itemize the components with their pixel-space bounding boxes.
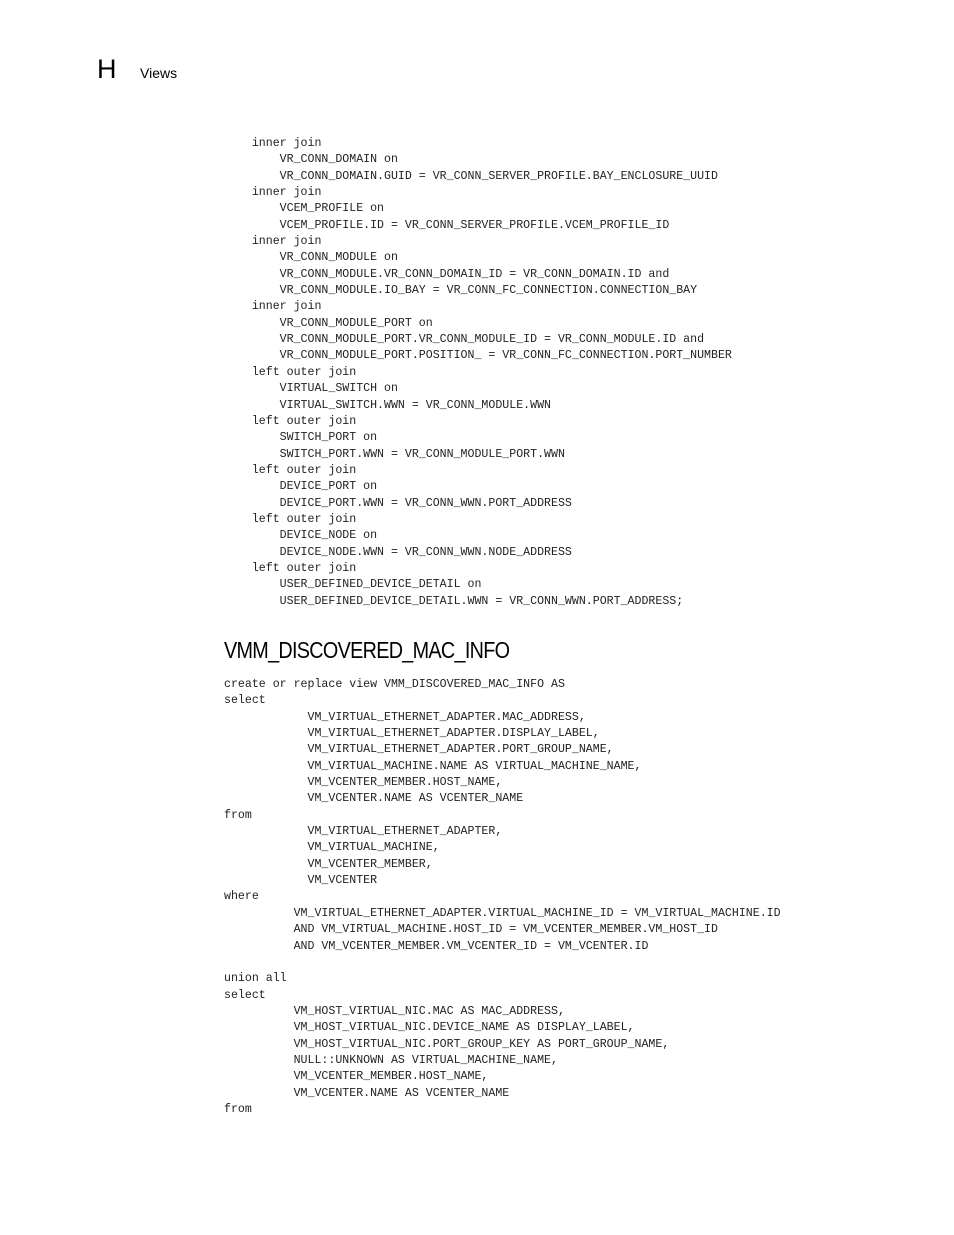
code-line: VM_HOST_VIRTUAL_NIC.MAC AS MAC_ADDRESS,	[224, 1004, 565, 1018]
code-line: select	[224, 694, 266, 708]
code-line: VM_VCENTER.NAME AS VCENTER_NAME	[224, 792, 524, 806]
code-line: VIRTUAL_SWITCH on	[224, 382, 398, 396]
code-line: where	[224, 890, 259, 904]
code-line: inner join	[224, 186, 322, 200]
code-line: VCEM_PROFILE on	[224, 202, 385, 216]
code-line: DEVICE_NODE.WWN = VR_CONN_WWN.NODE_ADDRESS	[224, 545, 572, 559]
code-line: VM_VIRTUAL_ETHERNET_ADAPTER.VIRTUAL_MACHINE_ID = VM_VIRTUAL_MACHINE.ID	[224, 906, 781, 920]
code-line: union all	[224, 972, 287, 986]
code-line: SWITCH_PORT.WWN = VR_CONN_MODULE_PORT.WWN	[224, 447, 565, 461]
code-line: VR_CONN_DOMAIN.GUID = VR_CONN_SERVER_PROFILE.BAY_ENCLOSURE_UUID	[224, 169, 718, 183]
code-line: VIRTUAL_SWITCH.WWN = VR_CONN_MODULE.WWN	[224, 398, 551, 412]
code-line: VR_CONN_MODULE.IO_BAY = VR_CONN_FC_CONNECTION.CONNECTION_BAY	[224, 284, 698, 298]
code-line: AND VM_VCENTER_MEMBER.VM_VCENTER_ID = VM_VCENTER.ID	[224, 939, 649, 953]
code-line: left outer join	[224, 365, 357, 379]
code-line: NULL::UNKNOWN AS VIRTUAL_MACHINE_NAME,	[224, 1053, 558, 1067]
code-line	[224, 955, 781, 971]
code-line: VCEM_PROFILE.ID = VR_CONN_SERVER_PROFILE.VCEM_PROFILE_ID	[224, 218, 670, 232]
code-line: inner join	[224, 235, 322, 249]
code-line: VR_CONN_DOMAIN on	[224, 153, 398, 167]
code-line: VM_VCENTER_MEMBER,	[224, 857, 433, 871]
code-line: VM_VCENTER.NAME AS VCENTER_NAME	[224, 1086, 510, 1100]
code-line: VR_CONN_MODULE_PORT on	[224, 316, 433, 330]
code-line: VR_CONN_MODULE.VR_CONN_DOMAIN_ID = VR_CONN_DOMAIN.ID and	[224, 267, 670, 281]
code-line: VM_VIRTUAL_ETHERNET_ADAPTER.DISPLAY_LABEL,	[224, 727, 600, 741]
code-line: from	[224, 1102, 252, 1116]
code-line: from	[224, 808, 252, 822]
code-line: VM_VIRTUAL_ETHERNET_ADAPTER,	[224, 825, 503, 839]
code-line: VR_CONN_MODULE_PORT.VR_CONN_MODULE_ID = VR_CONN_MODULE.ID and	[224, 333, 705, 347]
code-line: VM_VIRTUAL_ETHERNET_ADAPTER.PORT_GROUP_NAME,	[224, 743, 614, 757]
section-heading: VMM_DISCOVERED_MAC_INFO	[224, 637, 510, 663]
code-line: VR_CONN_MODULE on	[224, 251, 398, 265]
code-line: USER_DEFINED_DEVICE_DETAIL on	[224, 578, 482, 592]
code-block-joins	[224, 136, 732, 610]
code-line: VM_VIRTUAL_MACHINE.NAME AS VIRTUAL_MACHINE_NAME,	[224, 759, 642, 773]
code-line: inner join	[224, 137, 322, 150]
appendix-letter: H	[97, 54, 117, 84]
code-line: VM_HOST_VIRTUAL_NIC.PORT_GROUP_KEY AS PORT_GROUP_NAME,	[224, 1037, 670, 1051]
code-line: left outer join	[224, 561, 357, 575]
code-line: left outer join	[224, 414, 357, 428]
code-line: VM_VCENTER	[224, 874, 378, 888]
code-line: select	[224, 988, 266, 1002]
code-line: DEVICE_NODE on	[224, 529, 378, 543]
running-header-section: Views	[140, 65, 178, 81]
code-line: DEVICE_PORT.WWN = VR_CONN_WWN.PORT_ADDRESS	[224, 496, 572, 510]
code-line: inner join	[224, 300, 322, 314]
code-line: VM_VIRTUAL_ETHERNET_ADAPTER.MAC_ADDRESS,	[224, 710, 586, 724]
code-line: VM_VIRTUAL_MACHINE,	[224, 841, 440, 855]
code-line: VM_HOST_VIRTUAL_NIC.DEVICE_NAME AS DISPLAY_LABEL,	[224, 1021, 635, 1035]
code-line: VM_VCENTER_MEMBER.HOST_NAME,	[224, 776, 503, 790]
code-line: AND VM_VIRTUAL_MACHINE.HOST_ID = VM_VCENTER_MEMBER.VM_HOST_ID	[224, 923, 718, 937]
code-line: DEVICE_PORT on	[224, 480, 378, 494]
code-line: left outer join	[224, 512, 357, 526]
code-block-view-definition	[224, 677, 781, 1118]
code-line: SWITCH_PORT on	[224, 431, 378, 445]
code-line: VR_CONN_MODULE_PORT.POSITION_ = VR_CONN_FC_CONNECTION.PORT_NUMBER	[224, 349, 732, 363]
code-line: left outer join	[224, 463, 357, 477]
code-line: USER_DEFINED_DEVICE_DETAIL.WWN = VR_CONN_WWN.PORT_ADDRESS;	[224, 594, 684, 608]
code-line: create or replace view VMM_DISCOVERED_MAC_INFO AS	[224, 678, 565, 691]
code-line: VM_VCENTER_MEMBER.HOST_NAME,	[224, 1070, 489, 1084]
